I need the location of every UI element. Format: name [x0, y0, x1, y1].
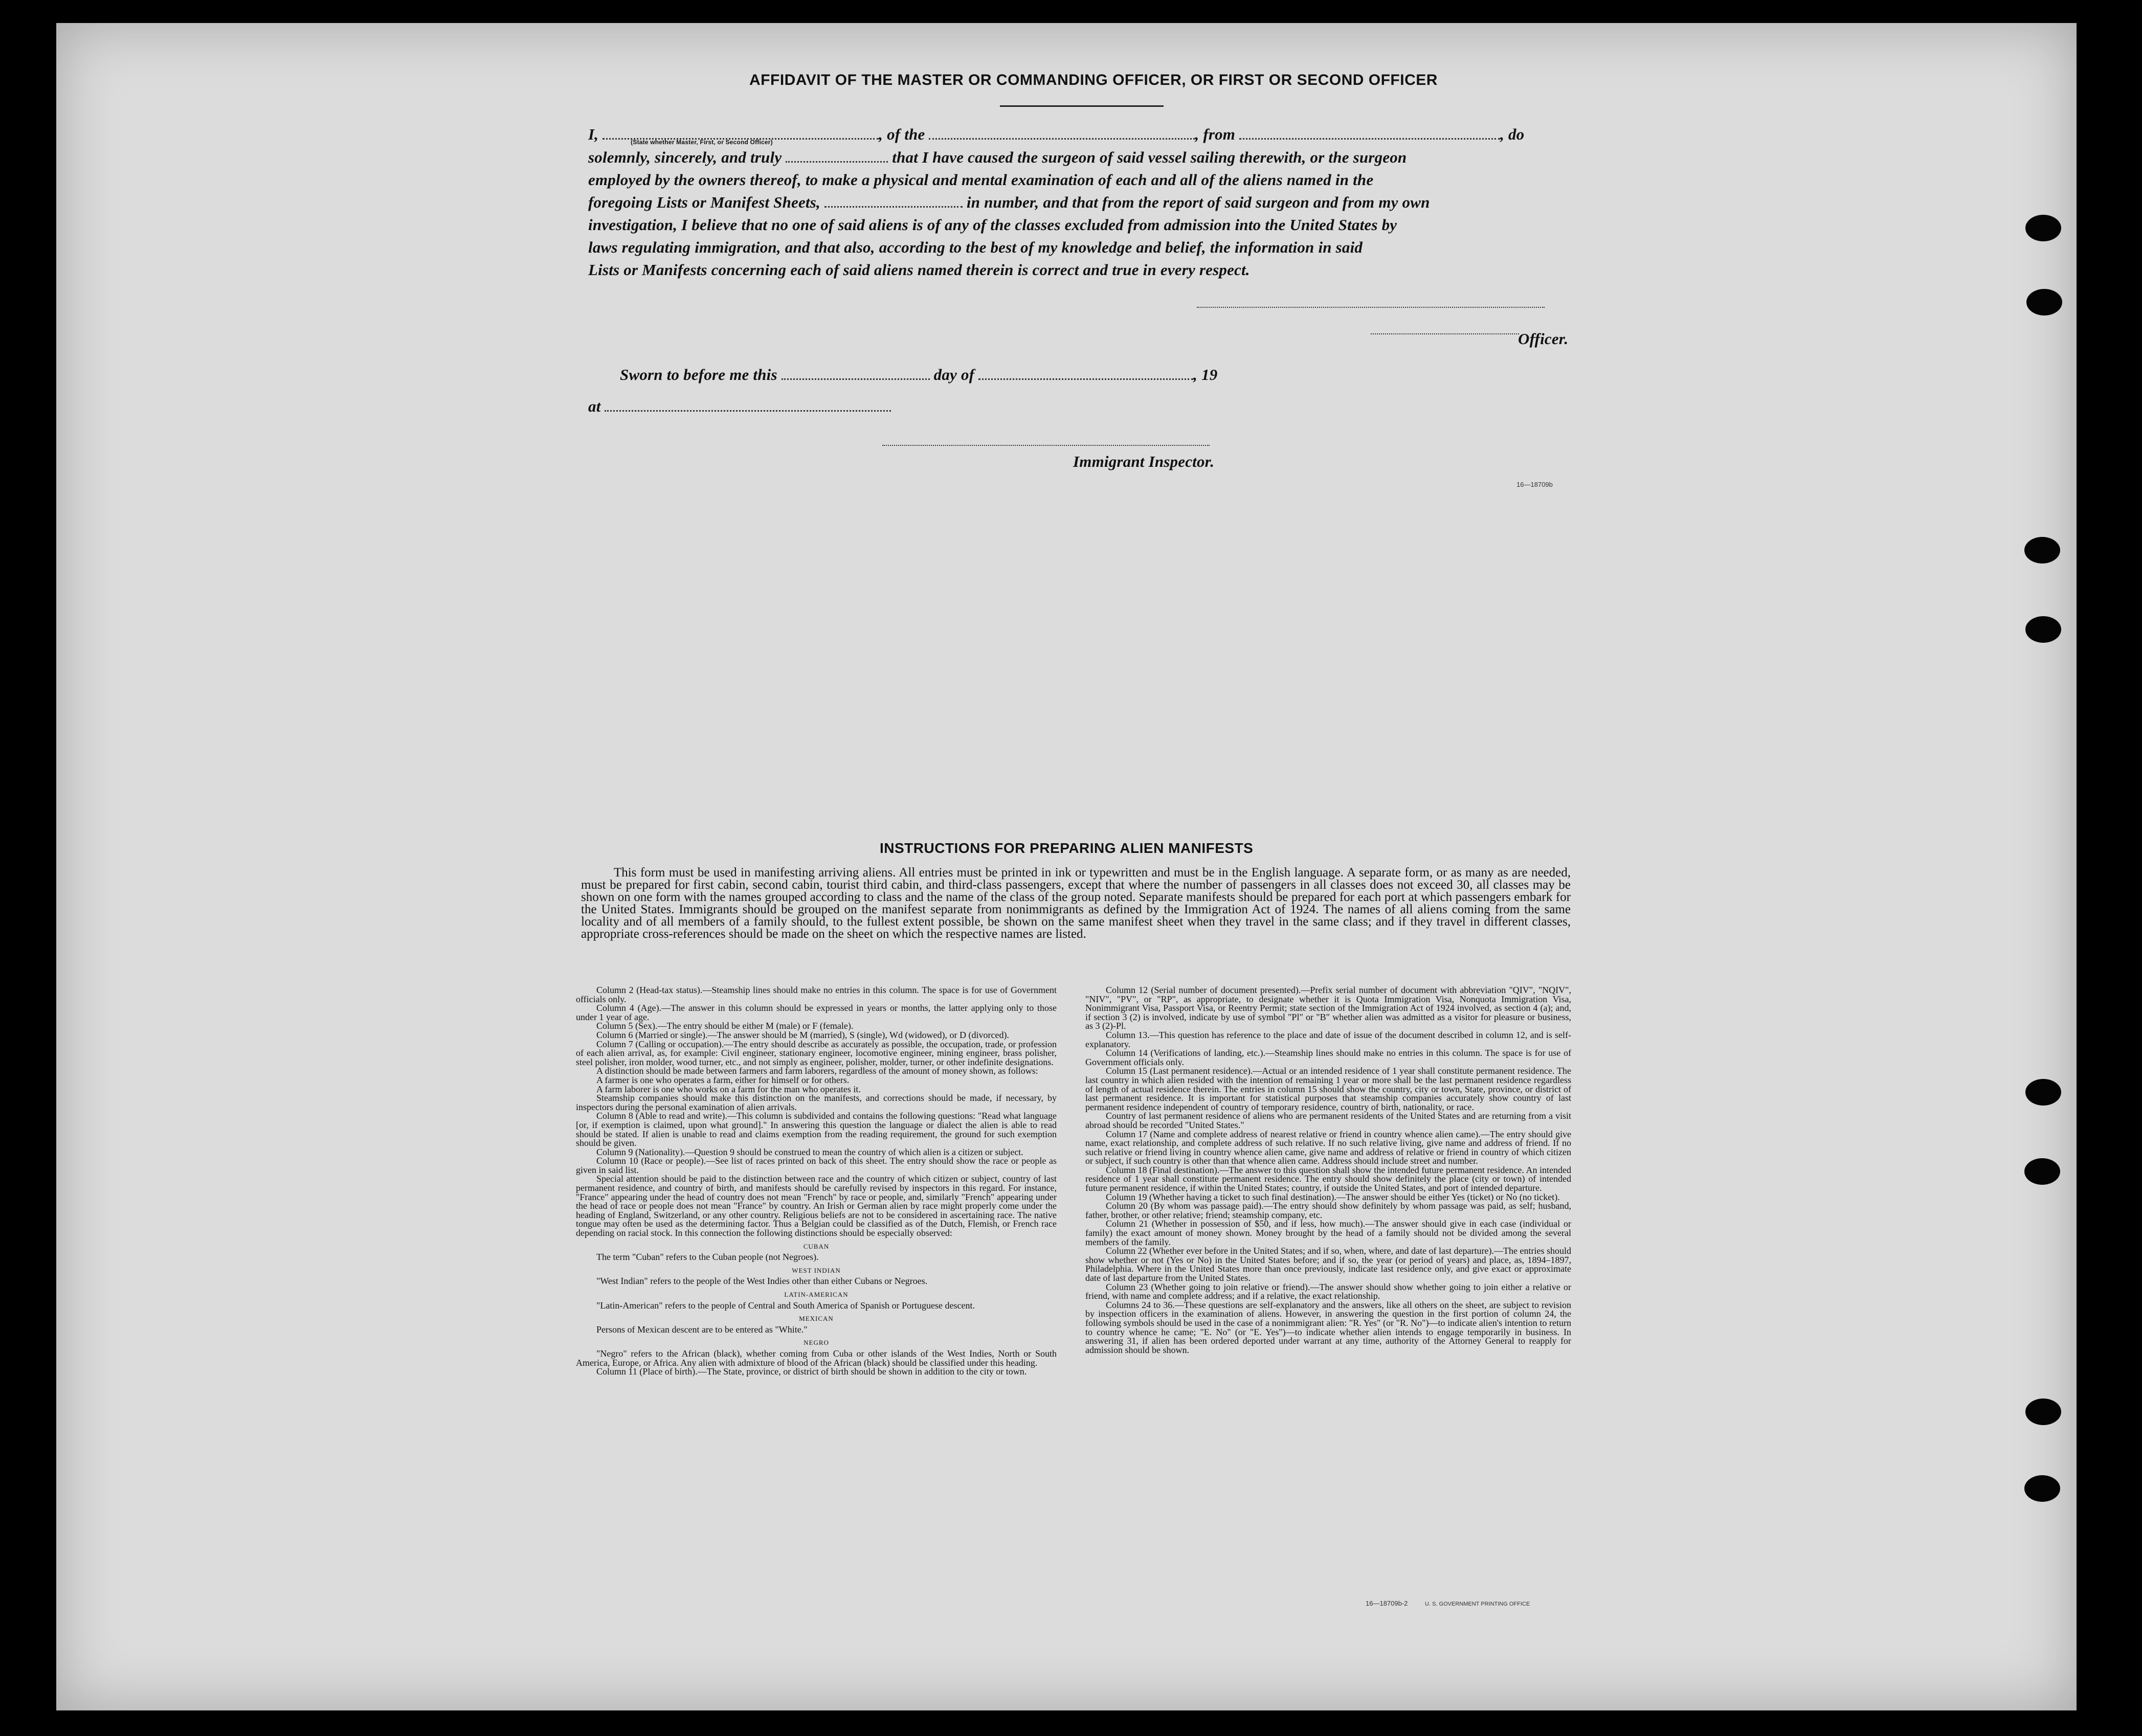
instruction-paragraph: Column 12 (Serial number of document presented).—Prefix serial number of document with abbreviation "QIV", "NQIV", "NIV", "PV", or "RP", as appropriate, to designate whether it is Quota Immigration Visa, Nonquota Immigration Visa, Nonimmigrant Visa, Passport Visa, or Reentry Permit; state section of the Immigration Act of 1924 involved, as section 4 (a); and, if section 3 (2) is involved, indicate by use of symbol "Pl" or "B" whether alien was admitted as a visitor for pleasure or business, as 3 (2)-Pl. — [1085, 985, 1571, 1031]
sworn-month-blank[interactable] — [978, 367, 1193, 380]
punch-hole — [2026, 289, 2062, 315]
intro-text: This form must be used in manifesting arriving aliens. All entries must be printed in ink or typewritten and must be in the English language. A separate form, or as many as are needed, must be prepared for first cabin, second cabin, tourist third cabin, and third-class passengers, except that where the number of passengers in all classes does not exceed 30, all classes may be shown on one form with the names grouped according to class and the name of the class of the group noted. Separate manifests should be prepared for each port at which passengers embark for the United States. Immigrants should be grouped on the manifest separate from nonimmigrants as defined by the Immigration Act of 1924. The names of all aliens coming from the same locality and of all members of a family should, to the fullest extent possible, be shown on the same manifest sheet when they travel in the same class; and if they travel in different classes, appropriate cross-references should be made on the sheet on which the respective names are listed. — [581, 866, 1571, 941]
punch-hole — [2025, 616, 2061, 643]
instruction-paragraph: Column 17 (Name and complete address of nearest relative or friend in country whence alien came).—The entry should give name, exact relationship, and complete address of such relative. If no such relative living, give name and address of friend. If no such relative or friend living in country whence alien came, give name and address of relative or friend in country of which citizen or subject, if such country is other than that whence alien came. Address should include street and number. — [1085, 1129, 1571, 1166]
instruction-paragraph: Column 7 (Calling or occupation).—The entry should describe as accurately as possible, the occupation, trade, or profession of each alien arrival, as, for example: Civil engineer, stationary engineer, locomotive engineer, mining engineer, brass polisher, steel polisher, iron molder, wood turner, etc., and not simply as engineer, polisher, molder, turner, or other indefinite designations. — [576, 1039, 1057, 1067]
instruction-paragraph: A farm laborer is one who works on a farm for the man who operates it. — [596, 1084, 861, 1094]
affidavit-do: , do — [1500, 125, 1525, 143]
officer-signature-line[interactable] — [1197, 307, 1545, 308]
instructions-right-column — [1085, 986, 1571, 1355]
instruction-paragraph: Column 22 (Whether ever before in the United States; and if so, when, where, and date of last departure).—The entries should show whether or not (Yes or No) in the United States before; and if so, the year (or period of years) and place, as, 1894–1897, Philadelphia. Where in the United States more than once previously, indicate last residence only, and give exact or approximate date of last departure from the United States. — [1085, 1246, 1571, 1283]
affidavit-from: , from — [1195, 125, 1236, 143]
heading-mexican: MEXICAN — [799, 1315, 834, 1323]
definition-negro: "Negro" refers to the African (black), whether coming from Cuba or other islands of the West Indies, North or South America, Europe, or Africa. Any alien with admixture of blood of the African (black) should be classified under this heading. — [576, 1348, 1057, 1368]
instruction-paragraph: Column 2 (Head-tax status).—Steamship lines should make no entries in this column. The space is for use of Government officials only. — [576, 985, 1057, 1004]
punch-hole — [2024, 1475, 2060, 1502]
definition-latin-american: "Latin-American" refers to the people of Central and South America of Spanish or Portuguese descent. — [596, 1300, 975, 1311]
at-line — [588, 397, 891, 416]
title-rule — [1000, 105, 1164, 107]
officer-rank-note: (State whether Master, First, or Second Officer) — [631, 139, 773, 146]
officer-title-line[interactable] — [1371, 333, 1519, 334]
punch-hole — [2024, 1158, 2060, 1185]
instruction-paragraph: Column 10 (Race or people).—See list of races printed on back of this sheet. The entry should show the race or people as given in said list. — [576, 1156, 1057, 1175]
instruction-paragraph: Column 6 (Married or single).—The answer should be M (married), S (single), Wd (widowed), or D (divorced). — [596, 1029, 1009, 1040]
affidavit-line-3: employed by the owners thereof, to make a physical and mental examination of each and all of the aliens named in the — [588, 171, 1374, 189]
affidavit-line-4 — [588, 193, 1430, 212]
sheet-count-blank[interactable] — [824, 195, 963, 208]
punch-hole — [2025, 1079, 2061, 1106]
instruction-paragraph: A farmer is one who operates a farm, either for himself or for others. — [596, 1074, 850, 1085]
instruction-paragraph: Column 20 (By whom was passage paid).—The entry should show definitely by whom passage was paid, as self; husband, father, brother, or other relative; friend; steamship company, etc. — [1085, 1201, 1571, 1220]
affidavit-text: solemnly, sincerely, and truly — [588, 148, 782, 166]
inspector-label: Immigrant Inspector. — [1073, 453, 1215, 470]
punch-hole — [2025, 215, 2061, 241]
instruction-paragraph: Column 23 (Whether going to join relative or friend).—The answer should show whether going to join either a relative or friend, with name and complete address; and if a relative, the exact relationship. — [1085, 1281, 1571, 1301]
footer-gpo-text: U. S. GOVERNMENT PRINTING OFFICE — [1425, 1601, 1530, 1607]
heading-latin-american: LATIN-AMERICAN — [784, 1291, 849, 1298]
affidavit-line-2 — [588, 148, 1407, 167]
sworn-text: Sworn to before me this — [620, 366, 777, 384]
instruction-paragraph: Column 19 (Whether having a ticket to such final destination).—The answer should be either Yes (ticket) or No (no ticket). — [1106, 1191, 1560, 1202]
affidavit-text: that I have caused the surgeon of said vessel sailing therewith, or the surgeon — [892, 148, 1407, 166]
heading-negro: NEGRO — [804, 1339, 829, 1347]
instruction-paragraph: Column 4 (Age).—The answer in this column should be expressed in years or months, the latter applying only to those under 1 year of age. — [576, 1003, 1057, 1022]
punch-hole — [2024, 537, 2060, 563]
instruction-paragraph: Steamship companies should make this distinction on the manifests, and corrections should be made, if necessary, by inspectors during the personal examination of alien arrivals. — [576, 1093, 1057, 1112]
instruction-paragraph: Column 21 (Whether in possession of $50, and if less, how much).—The answer should give in each case (individual or family) the exact amount of money shown. Money brought by the head of a family should not be divided among the several members of the family. — [1085, 1219, 1571, 1247]
year-text: , 19 — [1193, 366, 1218, 384]
affidavit-line-7: Lists or Manifests concerning each of said aliens named therein is correct and true in every respect. — [588, 261, 1250, 279]
instructions-title: INSTRUCTIONS FOR PREPARING ALIEN MANIFESTS — [880, 840, 1254, 856]
affidavit-of-the: , of the — [879, 125, 925, 143]
instruction-paragraph: Column 11 (Place of birth).—The State, province, or district of birth should be shown in addition to the city or town. — [596, 1366, 1027, 1377]
affidavit-text: in number, and that from the report of said surgeon and from my own — [966, 193, 1430, 211]
sworn-date-blank[interactable] — [782, 367, 930, 380]
punch-hole — [2025, 1399, 2061, 1425]
vessel-blank[interactable] — [929, 127, 1195, 140]
oath-blank[interactable] — [786, 150, 888, 163]
instruction-paragraph: Special attention should be paid to the distinction between race and the country of which citizen or subject, country of last permanent residence, and country of birth, and manifests should be carefully revised by inspectors in this regard. For instance, "France" appearing under the head of country does not mean "French" by race or people, and, similarly "French" appearing under the head of race or people does not mean "France" by country. An Irish or German alien by race might properly come under the heading of England, Switzerland, or any other country. Religious beliefs are not to be considered in ascertaining race. The native tongue may often be used as the determining factor. Thus a Belgian could be classified as of the Dutch, Flemish, or French race depending on racial stock. In this connection the following distinctions should be especially observed: — [576, 1174, 1057, 1238]
day-of-text: day of — [933, 366, 975, 384]
affidavit-title: AFFIDAVIT OF THE MASTER OR COMMANDING OFFICER, OR FIRST OR SECOND OFFICER — [749, 72, 1438, 88]
definition-cuban: The term "Cuban" refers to the Cuban people (not Negroes). — [596, 1252, 819, 1262]
instruction-paragraph: Country of last permanent residence of aliens who are permanent residents of the United States and are returning from a visit abroad should be recorded "United States." — [1085, 1111, 1571, 1130]
instruction-paragraph: Column 13.—This question has reference to the place and date of issue of the document described in column 12, and is self-explanatory. — [1085, 1029, 1571, 1049]
heading-west-indian: WEST INDIAN — [792, 1266, 841, 1274]
definition-mexican: Persons of Mexican descent are to be entered as "White." — [596, 1324, 808, 1335]
form-number: 16—18709b — [1516, 481, 1553, 488]
officer-rank-blank[interactable] — [603, 127, 879, 146]
footer-form-number — [1366, 1599, 1530, 1607]
instruction-paragraph: A distinction should be made between farmers and farm laborers, regardless of the amount of money shown, as follows: — [596, 1066, 1038, 1076]
inspector-signature-line[interactable] — [882, 445, 1210, 446]
instructions-intro — [581, 867, 1571, 940]
sworn-line — [620, 366, 1217, 384]
instruction-paragraph: Column 9 (Nationality).—Question 9 should be construed to mean the country of which alien is a citizen or subject. — [596, 1146, 1023, 1157]
officer-label: Officer. — [1518, 330, 1569, 348]
sworn-place-blank[interactable] — [605, 399, 891, 412]
instruction-paragraph: Column 5 (Sex).—The entry should be either M (male) or F (female). — [596, 1021, 854, 1031]
affidavit-i: I, — [588, 125, 599, 143]
affidavit-line-1 — [588, 125, 1524, 144]
affidavit-line-6: laws regulating immigration, and that also, according to the best of my knowledge and belief, the information in said — [588, 238, 1363, 256]
affidavit-text: foregoing Lists or Manifest Sheets, — [588, 193, 820, 211]
heading-cuban: CUBAN — [803, 1242, 830, 1250]
definition-west-indian: "West Indian" refers to the people of the West Indies other than either Cubans or Negroes. — [596, 1276, 928, 1287]
instructions-left-column — [576, 986, 1057, 1377]
instruction-paragraph: Column 18 (Final destination).—The answer to this question shall show the intended future permanent residence. An intended residence of 1 year shall constitute permanent residence. The entry should show definitely the place (city or town) of intended future permanent residence, if within the United States; country, if outside the United States, and port of intended departure. — [1085, 1164, 1571, 1193]
affidavit-line-5: investigation, I believe that no one of said aliens is of any of the classes excluded from admission into the United States by — [588, 216, 1397, 234]
instruction-paragraph: Column 8 (Able to read and write).—This column is subdivided and contains the following questions: "Read what language [or, if exemption is claimed, upon what ground]." In answering this question the language or dialect the alien is able to read should be stated. If alien is unable to read and claims exemption from the reading requirement, the ground for such exemption should be given. — [576, 1111, 1057, 1148]
instruction-paragraph: Column 15 (Last permanent residence).—Actual or an intended residence of 1 year shall constitute permanent residence. The last country in which alien resided with the intention of remaining 1 year or more shall be the last permanent residence regardless of length of actual residence therein. The entries in column 15 should show the country, city or town, State, province, or district of last permanent residence. It is important for statistical purposes that steamship companies accurately show country of last permanent residence independent of country of temporary residence, country of birth, nationality, or race. — [1085, 1066, 1571, 1112]
instruction-paragraph: Column 14 (Verifications of landing, etc.).—Steamship lines should make no entries in this column. The space is for use of Government officials only. — [1085, 1048, 1571, 1067]
port-blank[interactable] — [1239, 127, 1500, 140]
instruction-paragraph: Columns 24 to 36.—These questions are self-explanatory and the answers, like all others on the sheet, are subject to revision by inspection officers in the examination of aliens. However, in answering the question in the first portion of column 24, the following symbols should be used in the case of a nonimmigrant alien: "R. Yes" (or "R. No")—to indicate alien's intention to return to country whence he came; "E. No" (or "E. Yes")—to indicate whether alien intends to engage temporarily in business. In answering 31, if alien has been ordered deported under warrant at any time, authority of the Attorney General to reapply for admission should be shown. — [1085, 1299, 1571, 1355]
footer-number-text: 16—18709b-2 — [1366, 1599, 1408, 1607]
at-text: at — [588, 397, 601, 415]
